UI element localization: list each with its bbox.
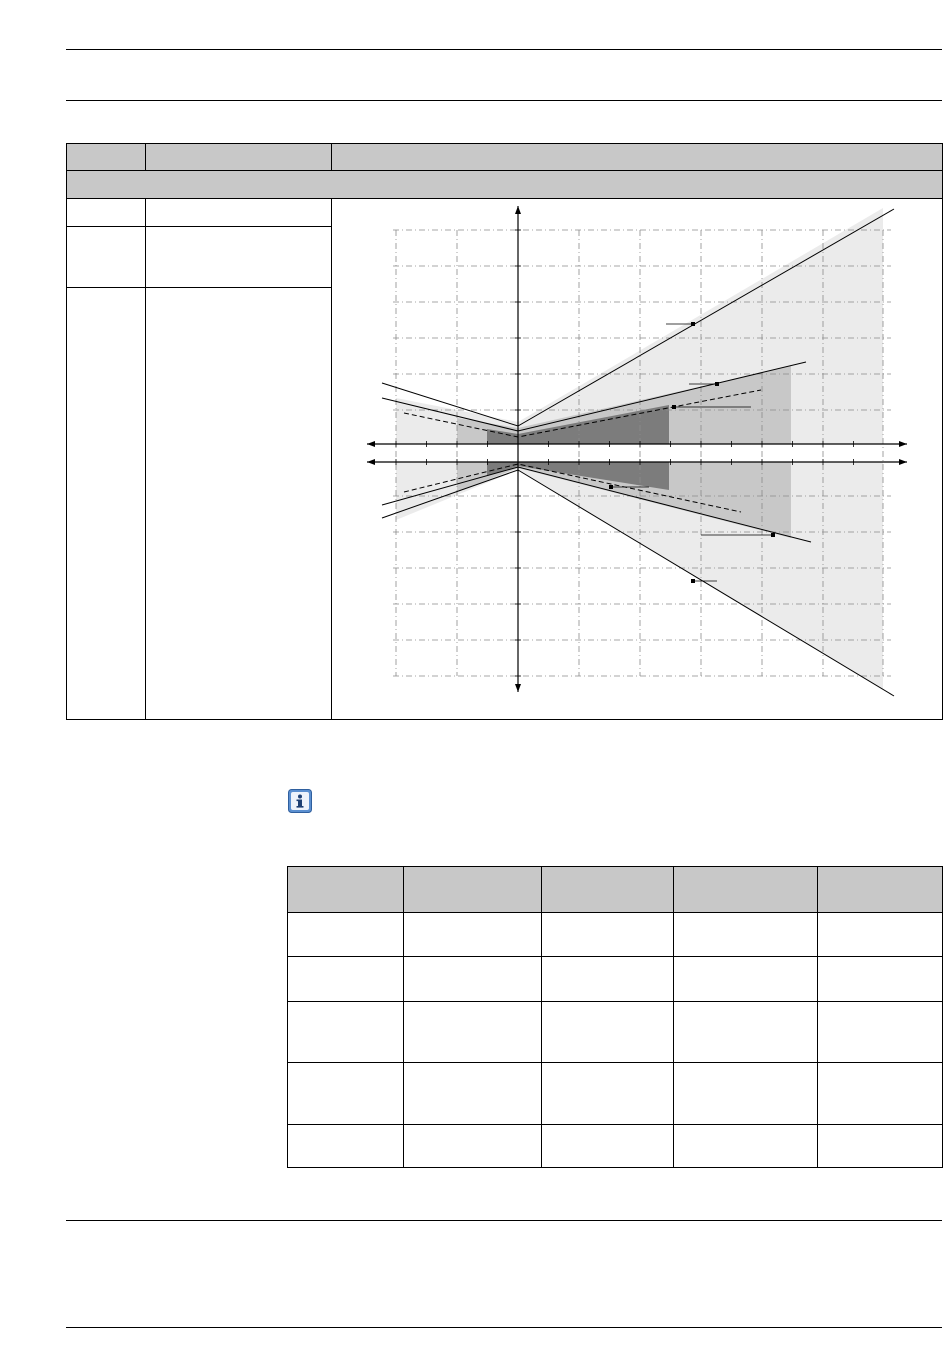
data-cell — [674, 1125, 818, 1168]
spec-row-1-col2 — [146, 199, 332, 227]
table-row — [288, 957, 943, 1002]
data-cell — [542, 1125, 674, 1168]
data-cell — [404, 913, 542, 957]
spec-row-1-col1 — [67, 199, 146, 227]
data-cell — [542, 1063, 674, 1125]
callout-marker — [691, 322, 695, 326]
data-cell — [288, 957, 404, 1002]
info-icon — [288, 789, 312, 813]
data-cell — [404, 1002, 542, 1063]
callout-marker — [715, 382, 719, 386]
spec-table-header-row — [67, 144, 943, 171]
spec-table-header-1 — [67, 144, 146, 171]
accuracy-diagram-cell — [332, 199, 943, 720]
data-cell — [288, 1125, 404, 1168]
callout-marker — [672, 405, 676, 409]
data-table-header-5 — [818, 867, 943, 913]
data-cell — [288, 1063, 404, 1125]
data-cell — [404, 1125, 542, 1168]
data-table-header-1 — [288, 867, 404, 913]
footer-rule-top — [66, 1220, 942, 1221]
data-cell — [818, 913, 943, 957]
callout-marker — [691, 579, 695, 583]
spec-table-header-3 — [332, 144, 943, 171]
data-cell — [674, 957, 818, 1002]
spec-table — [66, 143, 943, 720]
spec-table-header-2 — [146, 144, 332, 171]
data-cell — [674, 1063, 818, 1125]
table-row — [67, 199, 943, 227]
spec-row-2-col2 — [146, 227, 332, 288]
callout-marker — [771, 533, 775, 537]
data-cell — [674, 1002, 818, 1063]
header-rule-top — [66, 49, 942, 50]
spec-row-2-col1 — [67, 227, 146, 288]
data-cell — [674, 913, 818, 957]
spec-row-3-col1 — [67, 288, 146, 720]
table-row — [288, 1063, 943, 1125]
data-table-header-3 — [542, 867, 674, 913]
callout-marker — [609, 485, 613, 489]
data-table-header-4 — [674, 867, 818, 913]
footer-rule-bottom — [66, 1327, 942, 1328]
header-rule-bottom — [66, 100, 942, 101]
spec-table-section-label — [67, 171, 943, 199]
table-row — [288, 1125, 943, 1168]
data-table-header-row — [288, 867, 943, 913]
spec-row-3-col2 — [146, 288, 332, 720]
data-cell — [288, 1002, 404, 1063]
data-cell — [818, 1063, 943, 1125]
data-cell — [542, 957, 674, 1002]
data-cell — [818, 957, 943, 1002]
data-cell — [542, 1002, 674, 1063]
data-cell — [404, 1063, 542, 1125]
data-cell — [542, 913, 674, 957]
table-row — [288, 1002, 943, 1063]
data-cell — [288, 913, 404, 957]
data-cell — [404, 957, 542, 1002]
accuracy-envelope-diagram — [332, 199, 942, 719]
data-table-header-2 — [404, 867, 542, 913]
spec-table-section-row — [67, 171, 943, 199]
table-row — [288, 913, 943, 957]
data-cell — [818, 1002, 943, 1063]
data-cell — [818, 1125, 943, 1168]
data-table — [287, 866, 943, 1168]
